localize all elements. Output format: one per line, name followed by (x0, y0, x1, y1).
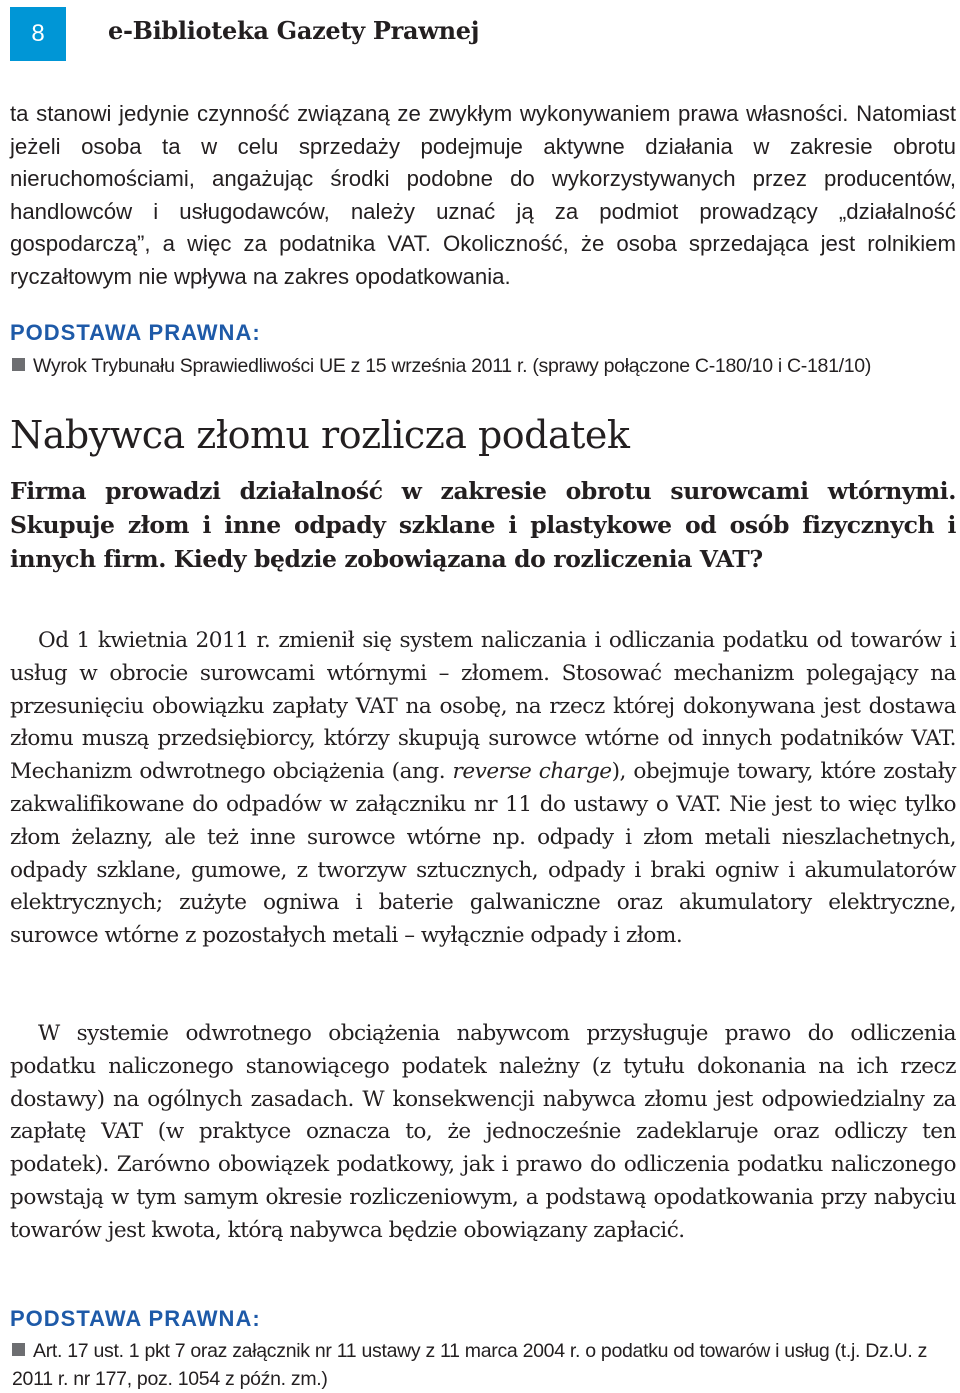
page-number: 8 (10, 7, 66, 61)
body-text: Od 1 kwietnia 2011 r. zmienił się system naliczania i odliczania podatku od towarów i usług w obrocie surowcami wtórnymi – złomem. Stosować mechanizm polegający na przesunięciu obowiązku zapłaty VAT na osobę, na rzecz której dokonywana jest dostawa złomu muszą przedsiębiorcy, którzy skupują surowce wtórne od innych podatników VAT. Mechanizm odwrotnego obciążenia (ang. (10, 628, 956, 785)
article-lead: Firma prowadzi działalność w zakresie obrotu surowcami wtórnymi. Skupuje złom i inne odpady szklane i plastykowe od osób fizycznych i innych firm. Kiedy będzie zobowiązana do rozliczenia VAT? (10, 477, 956, 573)
body-paragraph-2: W systemie odwrotnego obciążenia nabywcom przysługuje prawo do odliczenia podatku naliczonego stanowiącego podatek należny (z tytułu dokonania na ich rzecz dostawy) na ogólnych zasadach. W konsekwencji nabywca złomu jest odpowiedzialny za zapłatę VAT (w praktyce oznacza to, że jednocześnie zadeklaruje oraz odliczy ten podatek). Zarówno obowiązek podatkowy, jak i prawo do odliczenia podatku naliczonego powstają w tym samym okresie rozliczeniowym, a podstawą opodatkowania przy nabyciu towarów jest kwota, którą nabywca będzie obowiązany zapłacić. (10, 1021, 956, 1243)
legal-basis-heading: PODSTAWA PRAWNA: (10, 320, 261, 345)
legal-basis-item (12, 1337, 956, 1393)
legal-basis-text: Wyrok Trybunału Sprawiedliwości UE z 15 września 2011 r. (sprawy połączone C-180/10 i C-181/10) (33, 355, 872, 377)
foreign-term: reverse charge (452, 759, 612, 785)
legal-basis-heading: PODSTAWA PRAWNA: (10, 1306, 261, 1331)
body-text: ), obejmuje towary, które zostały zakwalifikowane do odpadów w załączniku nr 11 do ustawy o VAT. Nie jest to więc tylko złom żelazny, ale też inne surowce wtórne np. odpady i złom metali nieszlachetnych, odpady szklane, gumowe, z tworzyw sztucznych, odpady i braki ogniw i akumulatorów elektrycznych; zużyte ogniwa i baterie galwaniczne oraz akumulatory elektryczne, surowce wtórne z pozostałych metali – wyłącznie odpady i złom. (10, 759, 957, 949)
legal-basis-item (12, 352, 956, 380)
article-title: Nabywca złomu rozlicza podatek (10, 413, 630, 457)
square-bullet-icon (12, 358, 25, 371)
square-bullet-icon (12, 1343, 25, 1356)
body-paragraph-1 (10, 625, 956, 953)
publication-title: e-Biblioteka Gazety Prawnej (108, 16, 480, 45)
intro-paragraph: ta stanowi jedynie czynność związaną ze zwykłym wykonywaniem prawa własności. Natomiast jeżeli osoba ta w celu sprzedaży podejmuje aktywne działania w zakresie obrotu nieruchomościami, angażując środki podobne do wykorzystywanych przez producentów, handlowców i usługodawców, należy uznać ją za podmiot prowadzący „działalność gospodarczą”, a więc za podatnika VAT. Okoliczność, że osoba sprzedająca jest rolnikiem ryczałtowym nie wpływa na zakres opodatkowania. (10, 101, 956, 289)
legal-basis-text: Art. 17 ust. 1 pkt 7 oraz załącznik nr 11 ustawy z 11 marca 2004 r. o podatku od towarów i usług (t.j. Dz.U. z 2011 r. nr 177, poz. 1054 z późn. zm.) (12, 1340, 928, 1390)
